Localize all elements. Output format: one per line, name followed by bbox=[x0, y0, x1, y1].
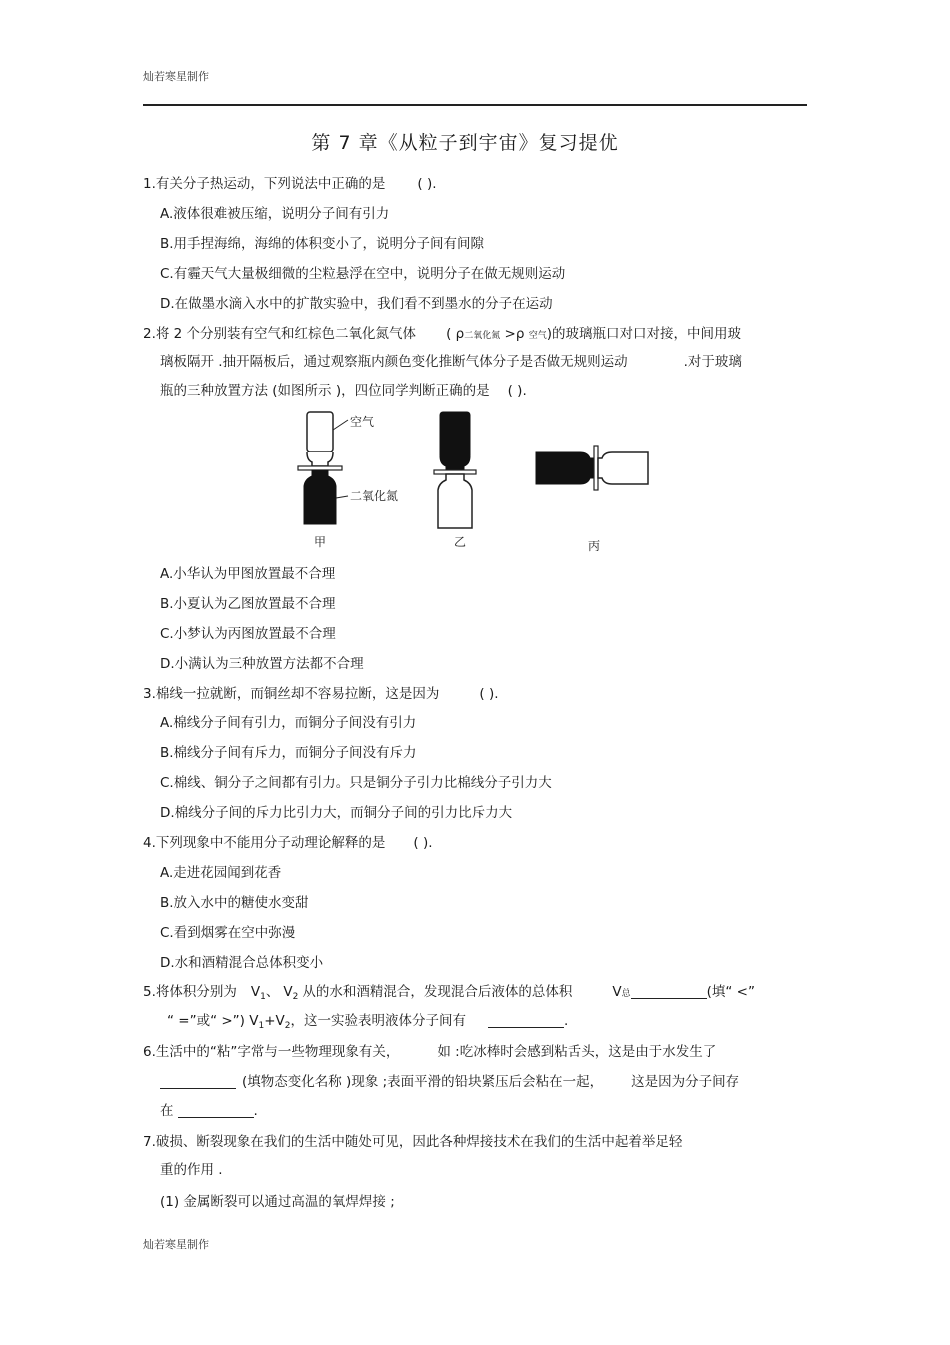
caption-jia: 甲 bbox=[314, 535, 327, 549]
question-6-text-a: 6.生活中的“粘”字常与一些物理现象有关， bbox=[143, 1044, 400, 1060]
rho-subscript-air: 空气 bbox=[528, 331, 547, 341]
bottle-setup-yi bbox=[434, 412, 476, 549]
rho-subscript-no2: 二氧化氮 bbox=[464, 331, 501, 341]
question-3-text: 3.棉线一拉就断，而铜丝却不容易拉断，这是因为 bbox=[143, 686, 440, 702]
question-6-text-d: 这是因为分子间存 bbox=[631, 1074, 740, 1090]
header-watermark: 灿若寒星制作 bbox=[143, 70, 209, 83]
rho-symbol: ( ρ bbox=[446, 326, 465, 342]
question-6-text-c: (填物态变化名称 )现象 ;表面平滑的铅块紧压后会粘在一起， bbox=[242, 1074, 604, 1090]
question-5-text-e: ，这一实验表明液体分子间有 bbox=[290, 1013, 466, 1029]
header-rule bbox=[143, 104, 807, 106]
volume-total: V bbox=[612, 984, 622, 1000]
question-1-option-b: B.用手捏海绵，海绵的体积变小了，说明分子间有间隙 bbox=[160, 236, 485, 252]
question-2-text-e: 瓶的三种放置方法 (如图所示 )，四位同学判断正确的是 bbox=[160, 383, 490, 399]
question-4-option-c: C.看到烟雾在空中弥漫 bbox=[160, 925, 296, 941]
question-3-stem bbox=[143, 685, 499, 703]
sum-plus-v2: +V bbox=[264, 1013, 285, 1029]
question-2-option-d: D.小满认为三种放置方法都不合理 bbox=[160, 656, 364, 672]
caption-yi: 乙 bbox=[454, 535, 467, 549]
question-6-line-2 bbox=[160, 1073, 739, 1091]
label-no2: 二氧化氮 bbox=[350, 489, 399, 503]
caption-bing: 丙 bbox=[588, 539, 601, 553]
volume-v2-subscript: 2 bbox=[292, 992, 299, 1002]
question-1-text: 1.有关分子热运动，下列说法中正确的是 bbox=[143, 176, 386, 192]
question-5-line-1 bbox=[143, 983, 755, 1006]
question-5-line-2 bbox=[167, 1012, 568, 1035]
bottle-setup-bing bbox=[536, 446, 648, 553]
question-4-option-d: D.水和酒精混合总体积变小 bbox=[160, 955, 324, 971]
question-5-period: . bbox=[564, 1013, 569, 1029]
question-6-line-1 bbox=[143, 1043, 716, 1061]
question-1-option-a: A.液体很难被压缩，说明分子间有引力 bbox=[160, 206, 390, 222]
question-6-line-3 bbox=[160, 1102, 258, 1120]
question-3-option-c: C.棉线、铜分子之间都有引力。只是铜分子引力比棉线分子引力大 bbox=[160, 775, 552, 791]
bottle-diagram bbox=[290, 408, 660, 556]
question-1-stem bbox=[143, 175, 437, 193]
question-6-text-b: 如 :吃冰棒时会感到粘舌头，这是由于水发生了 bbox=[437, 1044, 717, 1060]
question-1-option-c: C.有霾天气大量极细微的尘粒悬浮在空中，说明分子在做无规则运动 bbox=[160, 266, 566, 282]
answer-blank-gap[interactable] bbox=[488, 1013, 564, 1028]
question-2-option-c: C.小梦认为丙图放置最不合理 bbox=[160, 626, 336, 642]
question-4-text: 4.下列现象中不能用分子动理论解释的是 bbox=[143, 835, 386, 851]
page-title: 第 7 章《从粒子到宇宙》复习提优 bbox=[311, 132, 619, 154]
sum-v1-subscript: 1 bbox=[258, 1021, 265, 1031]
label-air: 空气 bbox=[350, 415, 375, 429]
volume-v1-subscript: 1 bbox=[260, 992, 266, 1002]
question-7-line-2: 重的作用 . bbox=[160, 1162, 223, 1178]
footer-watermark: 灿若寒星制作 bbox=[143, 1238, 209, 1251]
question-5-text-c: (填“ <” bbox=[706, 984, 755, 1000]
question-3-answer-paren: ( ). bbox=[479, 686, 499, 702]
question-2-line-1 bbox=[143, 325, 741, 345]
question-3-option-a: A.棉线分子间有引力，而铜分子间没有引力 bbox=[160, 715, 417, 731]
question-5-text-d: “ =”或“ >”) V bbox=[167, 1013, 259, 1029]
question-3-option-d: D.棉线分子间的斥力比引力大，而铜分子间的引力比斥力大 bbox=[160, 805, 513, 821]
question-4-option-b: B.放入水中的糖使水变甜 bbox=[160, 895, 309, 911]
question-7-line-1: 7.破损、断裂现象在我们的生活中随处可见，因此各种焊接技术在我们的生活中起着举足轻 bbox=[143, 1134, 683, 1150]
question-2-line-2 bbox=[160, 353, 742, 371]
rho-comparison: >ρ bbox=[500, 326, 529, 342]
question-1-answer-paren: ( ). bbox=[417, 176, 437, 192]
question-3-option-b: B.棉线分子间有斥力，而铜分子间没有斥力 bbox=[160, 745, 417, 761]
question-2-line-3 bbox=[160, 382, 527, 400]
question-4-option-a: A.走进花园闻到花香 bbox=[160, 865, 282, 881]
question-2-text-d: .对于玻璃 bbox=[683, 354, 742, 370]
question-5-text-b: 从的水和酒精混合，发现混合后液体的总体积 bbox=[302, 984, 573, 1000]
question-2-option-a: A.小华认为甲图放置最不合理 bbox=[160, 566, 336, 582]
answer-blank-force[interactable] bbox=[178, 1103, 254, 1118]
question-4-answer-paren: ( ). bbox=[413, 835, 433, 851]
volume-v2: V bbox=[283, 984, 293, 1000]
question-4-stem bbox=[143, 834, 433, 852]
question-6-period: . bbox=[253, 1103, 258, 1119]
sum-v2-subscript: 2 bbox=[284, 1021, 291, 1031]
volume-separator: 、 bbox=[265, 984, 280, 1000]
question-5-text-a: 5.将体积分别为 bbox=[143, 984, 237, 1000]
volume-v1: V bbox=[250, 984, 261, 1000]
answer-blank-phase-change[interactable] bbox=[160, 1074, 236, 1089]
question-7-sub-1: (1) 金属断裂可以通过高温的氧焊焊接 ; bbox=[160, 1194, 395, 1210]
volume-total-subscript: 总 bbox=[621, 989, 631, 999]
bottle-setup-jia bbox=[298, 412, 398, 549]
answer-blank-compare[interactable] bbox=[631, 984, 707, 999]
question-2-text-c: 璃板隔开 .抽开隔板后，通过观察瓶内颜色变化推断气体分子是否做无规则运动 bbox=[160, 354, 628, 370]
question-2-answer-paren: ( ). bbox=[507, 383, 527, 399]
question-2-text-a: 2.将 2 个分别装有空气和红棕色二氧化氮气体 bbox=[143, 326, 417, 342]
question-6-text-e: 在 bbox=[160, 1103, 174, 1119]
question-1-option-d: D.在做墨水滴入水中的扩散实验中，我们看不到墨水的分子在运动 bbox=[160, 296, 553, 312]
question-2-text-b: )的玻璃瓶口对口对接，中间用玻 bbox=[546, 326, 741, 342]
question-2-option-b: B.小夏认为乙图放置最不合理 bbox=[160, 596, 336, 612]
